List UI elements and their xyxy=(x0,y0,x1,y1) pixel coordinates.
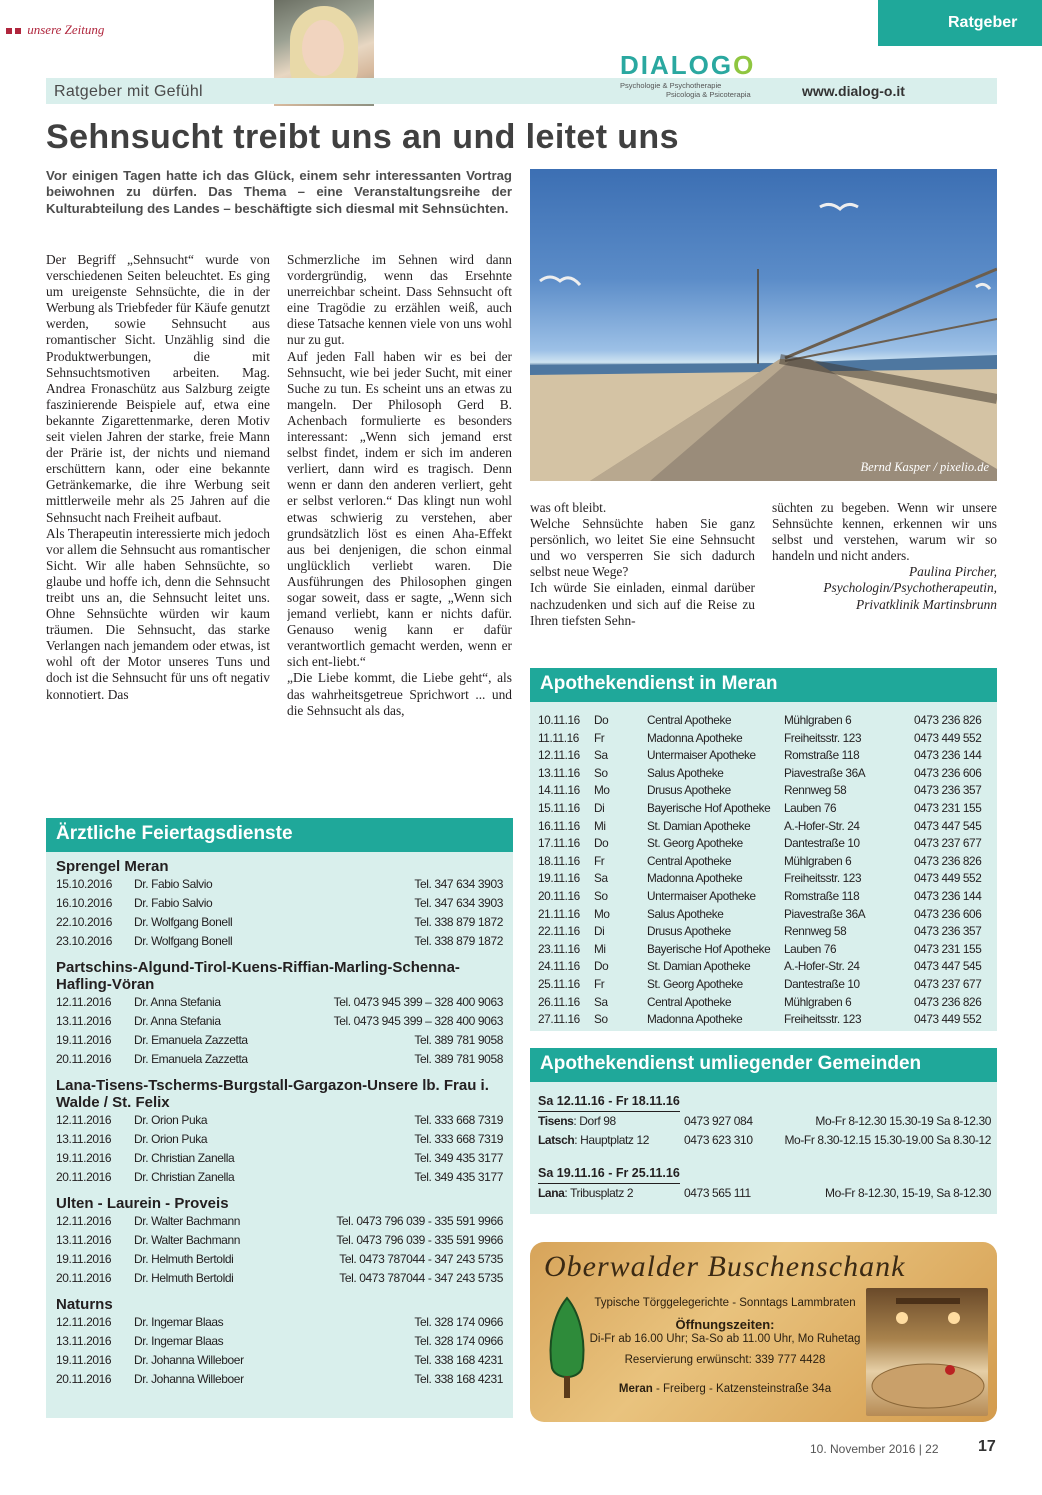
pharmacy-outside-panel xyxy=(530,1048,997,1214)
pharmacy-weekday: Mo xyxy=(594,783,610,798)
pharmacy-outside-rows xyxy=(538,1184,991,1203)
masthead-square-icon xyxy=(6,28,12,34)
body-paragraph: Schmerzliche im Sehnen wird dann vordergründig, wenn das Ersehnte unerreichbar scheint. Dass Sehnsucht oft eine Tragödie zu erzählen weiß, auch diese Tatsache kennen viele von uns wohl nur zu gut. xyxy=(287,252,512,348)
pharmacy-phone: 0473 236 606 xyxy=(914,906,982,921)
logo-subtitle-it: Psicologia & Psicoterapia xyxy=(666,90,751,99)
duty-date: 12.11.2016 xyxy=(56,1113,112,1127)
pharmacy-date: 11.11.16 xyxy=(538,730,579,745)
town-name: Latsch xyxy=(538,1133,575,1147)
body-column-2 xyxy=(287,252,512,796)
doctor-phone: Tel. 338 879 1872 xyxy=(414,934,503,948)
pharmacy-name: Madonna Apotheke xyxy=(647,871,743,886)
doctor-phone: Tel. 338 168 4231 xyxy=(414,1353,503,1367)
doctor-row xyxy=(56,1050,503,1069)
pharmacy-address: A.-Hofer-Str. 24 xyxy=(784,818,860,833)
pharmacy-phone: 0473 236 144 xyxy=(914,888,982,903)
ad-line-menu: Typische Törggelegerichte - Sonntags Lammbraten xyxy=(594,1297,856,1309)
district-title: Ulten - Laurein - Proveis xyxy=(56,1195,229,1212)
opening-hours: Mo-Fr 8-12.30 15.30-19 Sa 8-12.30 xyxy=(815,1114,991,1128)
doctor-row xyxy=(56,1250,503,1269)
pharmacy-row xyxy=(538,782,989,800)
masthead-square-icon xyxy=(15,28,21,34)
opening-hours: Mo-Fr 8.30-12.15 15.30-19.00 Sa 8.30-12 xyxy=(784,1133,991,1147)
district-title: Naturns xyxy=(56,1296,113,1313)
duty-date: 13.11.2016 xyxy=(56,1132,112,1146)
body-column-3 xyxy=(530,500,755,640)
doctor-name: Dr. Walter Bachmann xyxy=(134,1233,240,1247)
doctor-row xyxy=(56,1111,503,1130)
pharmacy-name: St. Georg Apotheke xyxy=(647,976,743,991)
pharmacy-name: Drusus Apotheke xyxy=(647,783,731,798)
street-address: : Tribusplatz 2 xyxy=(564,1186,634,1200)
ad-hours: Di-Fr ab 16.00 Uhr; Sa-So ab 11.00 Uhr, Mo Ruhetag xyxy=(589,1333,861,1345)
doctor-name: Dr. Wolfgang Bonell xyxy=(134,934,233,948)
duty-date: 19.11.2016 xyxy=(56,1151,112,1165)
pharmacy-weekday: Do xyxy=(594,959,609,974)
body-paragraph: Der Begriff „Sehnsucht“ wurde von verschiedenen Seiten beleuchtet. Es ging um ureigenste Sehnsüchte, die in der Werbung als Triebfeder für Käufe genutzt werden, sowie Sehnsucht aus romantischer Sicht. Unzählig sind die Produktwerbungen, die mit Sehnsuchtsmotiven arbeiten. Mag. Andrea Fronaschütz aus Salzburg zeigte faszinierende Beispiele auf, etwa eine bekannte Zigarettenmarke, deren Motiv seit vielen Jahren der starke, freie Mann der Prärie ist, der nichts und niemand erschüttern kann, oder eine bekannte Getränkemarke, die ihre Werbung seit mittlerweile mehr als 25 Jahren auf die Sehnsucht nach Freiheit aufbaut. xyxy=(46,252,270,525)
ad-city: Meran xyxy=(618,1383,653,1395)
duty-date: 23.10.2016 xyxy=(56,934,113,948)
pharmacy-phone: 0473 449 552 xyxy=(914,730,982,745)
doctor-phone: Tel. 349 435 3177 xyxy=(414,1151,503,1165)
duty-date: 20.11.2016 xyxy=(56,1372,112,1386)
page-number: 17 xyxy=(978,1438,996,1455)
pharmacy-address: Freiheitsstr. 123 xyxy=(784,1012,862,1027)
pharmacy-name: Bayerische Hof Apotheke xyxy=(647,800,771,815)
doctor-row xyxy=(56,1269,503,1288)
district-title: Partschins-Algund-Tirol-Kuens-Riffian-Marling-Schenna-Hafling-Vöran xyxy=(56,959,460,993)
pharmacy-address: Lauben 76 xyxy=(784,941,837,956)
duty-date: 16.10.2016 xyxy=(56,896,113,910)
pharmacy-row xyxy=(538,958,989,976)
pharmacy-date: 21.11.16 xyxy=(538,906,580,921)
doctor-row xyxy=(56,1012,503,1031)
pharmacy-weekday: Mi xyxy=(594,818,606,833)
doctor-phone: Tel. 0473 945 399 – 328 400 9063 xyxy=(333,1014,503,1028)
doctor-name: Dr. Orion Puka xyxy=(134,1113,208,1127)
pharmacy-phone: 0473 447 545 xyxy=(914,818,982,833)
pharmacy-weekday: So xyxy=(594,888,608,903)
pharmacy-address: Dantestraße 10 xyxy=(784,976,860,991)
range-label: Sa 19.11.16 - Fr 25.11.16 xyxy=(538,1164,680,1184)
headline: Sehnsucht treibt uns an und leitet uns xyxy=(46,118,679,156)
pharmacy-outside-row xyxy=(538,1131,991,1150)
pharmacy-weekday: Di xyxy=(594,924,605,939)
photo-credit: Bernd Kasper / pixelio.de xyxy=(860,460,989,474)
pharmacy-address: Rennweg 58 xyxy=(784,783,847,798)
signature-clinic: Privatklinik Martinsbrunn xyxy=(856,596,997,612)
body-paragraph: Auf jeden Fall haben wir es bei der Sehnsucht, wie bei jeder Sucht, mit einer Suche zu tun. Es scheint uns an etwas zu mangeln. Der Philosoph Gerd B. Achenbach formulierte es besonders interessant: „Wenn sich jemand erst selbst findet, indem er sich im anderen verliert, dann wird es tragisch. Denn wenn er dann den anderen verliert, geht er selbst verloren.“ Das klingt nun wohl etwas schwierig zu verstehen, aber grundsätzlich löst es einen Aha-Effekt aus bei denjenigen, die schon einmal unglücklich verliebt waren. Die Ausführungen des Philosophen gingen sogar soweit, dass er sagte, „Wenn sich jemand verliebt, kann er nichts dafür. Genauso wenig kann er dafür verantwortlich gemacht werden, wenn er sich ent-liebt.“ xyxy=(287,348,512,670)
pharmacy-name: Bayerische Hof Apotheke xyxy=(647,941,771,956)
doctor-phone: Tel. 347 634 3903 xyxy=(414,896,503,910)
pharmacy-table xyxy=(530,702,997,1029)
pharmacy-row xyxy=(538,906,989,924)
duty-date: 12.11.2016 xyxy=(56,1315,112,1329)
pharmacy-row xyxy=(538,994,989,1012)
body-paragraph: süchten zu begeben. Wenn wir unsere Sehnsüchte kennen, erkennen wir uns selbst und verstehen, warum wir so handeln und nicht anders. xyxy=(772,500,997,564)
doctor-name: Dr. Ingemar Blaas xyxy=(134,1315,224,1329)
pharmacy-phone: 0473 236 144 xyxy=(914,748,982,763)
pharmacy-row xyxy=(538,747,989,765)
pharmacy-address: Piavestraße 36A xyxy=(784,906,866,921)
pharmacy-phone: 0473 447 545 xyxy=(914,959,982,974)
pharmacy-phone: 0473 623 310 xyxy=(684,1133,753,1147)
doctor-phone: Tel. 349 435 3177 xyxy=(414,1170,503,1184)
district-title: Sprengel Meran xyxy=(56,858,169,875)
column-title: Ratgeber mit Gefühl xyxy=(54,83,203,100)
pharmacy-name: Drusus Apotheke xyxy=(647,924,731,939)
pharmacy-weekday: Mi xyxy=(594,941,606,956)
town-name: Tisens xyxy=(538,1114,574,1128)
pharmacy-date: 25.11.16 xyxy=(538,976,580,991)
pharmacy-row xyxy=(538,730,989,748)
pharmacy-outside-row xyxy=(538,1184,991,1203)
body-paragraph: was oft bleibt. xyxy=(530,500,607,515)
pharmacy-date: 16.11.16 xyxy=(538,818,580,833)
pharmacy-date: 13.11.16 xyxy=(538,765,580,780)
pharmacy-phone: 0473 565 111 xyxy=(684,1186,751,1200)
pharmacy-name: Untermaiser Apotheke xyxy=(647,748,756,763)
pharmacy-address: Lauben 76 xyxy=(784,800,837,815)
pharmacy-weekday: Do xyxy=(594,713,609,727)
logo-accent: O xyxy=(733,50,756,80)
doctor-phone: Tel. 328 174 0966 xyxy=(414,1334,503,1348)
pharmacy-phone: 0473 236 826 xyxy=(914,994,982,1009)
pharmacy-date: 18.11.16 xyxy=(538,853,580,868)
doctor-phone: Tel. 333 668 7319 xyxy=(414,1113,503,1127)
pharmacy-date: 22.11.16 xyxy=(538,924,580,939)
doctor-name: Dr. Walter Bachmann xyxy=(134,1214,240,1228)
doctor-row xyxy=(56,1031,503,1050)
doctors-panel xyxy=(46,818,513,1418)
pharmacy-weekday: Sa xyxy=(594,994,608,1009)
doctor-name: Dr. Johanna Willeboer xyxy=(134,1372,244,1386)
doctor-phone: Tel. 347 634 3903 xyxy=(414,877,503,891)
pharmacy-date: 27.11.16 xyxy=(538,1012,580,1027)
pharmacy-row xyxy=(538,818,989,836)
duty-date: 12.11.2016 xyxy=(56,1214,112,1228)
pharmacy-place xyxy=(538,1184,684,1203)
pharmacy-address: Mühlgraben 6 xyxy=(784,994,852,1009)
dialogo-logo xyxy=(620,50,780,99)
doctor-row xyxy=(56,1149,503,1168)
doctors-list xyxy=(46,852,513,1389)
doctor-phone: Tel. 0473 796 039 - 335 591 9966 xyxy=(336,1214,503,1228)
doctor-phone: Tel. 389 781 9058 xyxy=(414,1052,503,1066)
doctors-title: Ärztliche Feiertagsdienste xyxy=(46,818,513,852)
website-link[interactable]: www.dialog-o.it xyxy=(802,83,905,99)
pharmacy-phone: 0473 236 357 xyxy=(914,924,982,939)
doctor-row xyxy=(56,913,503,932)
pharmacy-row xyxy=(538,853,989,871)
doctor-name: Dr. Emanuela Zazzetta xyxy=(134,1052,248,1066)
doctor-name: Dr. Anna Stefania xyxy=(134,1014,221,1028)
pharmacy-phone: 0473 237 677 xyxy=(914,976,982,991)
pharmacy-phone: 0473 449 552 xyxy=(914,1012,982,1027)
pharmacy-outside-row xyxy=(538,1112,991,1131)
doctor-name: Dr. Anna Stefania xyxy=(134,995,221,1009)
logo-subtitle-de: Psychologie & Psychotherapie xyxy=(620,81,722,90)
duty-date: 22.10.2016 xyxy=(56,915,113,929)
ad-photo xyxy=(866,1288,988,1416)
logo-word: DIALOGO xyxy=(620,50,756,80)
pharmacy-date: 14.11.16 xyxy=(538,783,580,798)
doctor-phone: Tel. 333 668 7319 xyxy=(414,1132,503,1146)
pharmacy-row xyxy=(538,870,989,888)
pharmacy-date: 15.11.16 xyxy=(538,800,580,815)
pharmacy-address: Rennweg 58 xyxy=(784,924,847,939)
masthead xyxy=(6,22,104,38)
doctor-phone: Tel. 0473 787044 - 347 243 5735 xyxy=(339,1271,503,1285)
pharmacy-weekday: Fr xyxy=(594,853,605,868)
duty-date: 13.11.2016 xyxy=(56,1334,112,1348)
pharmacy-address: Mühlgraben 6 xyxy=(784,713,852,727)
pier-illustration xyxy=(530,169,997,481)
pharmacy-address: Mühlgraben 6 xyxy=(784,853,852,868)
pharmacy-name: Madonna Apotheke xyxy=(647,1012,743,1027)
lead-paragraph: Vor einigen Tagen hatte ich das Glück, einem sehr interessanten Vortrag beiwohnen zu dürfen. Das Thema – eine Veranstaltungsreihe der Kulturabteilung des Landes – beschäftigte sich diesmal mit Sehnsüchten. xyxy=(46,168,512,216)
duty-date: 20.11.2016 xyxy=(56,1052,112,1066)
pharmacy-address: Freiheitsstr. 123 xyxy=(784,730,862,745)
section-tab: Ratgeber xyxy=(878,0,1042,46)
ad-interior-illustration xyxy=(866,1288,988,1416)
pharmacy-name: St. Damian Apotheke xyxy=(647,959,751,974)
ad-reservation: Reservierung erwünscht: 339 777 4428 xyxy=(624,1354,826,1366)
pharmacy-weekday: Fr xyxy=(594,730,605,745)
pharmacy-name: St. Damian Apotheke xyxy=(647,818,751,833)
pharmacy-phone: 0473 236 826 xyxy=(914,713,982,727)
duty-date: 13.11.2016 xyxy=(56,1233,112,1247)
pharmacy-row xyxy=(538,765,989,783)
doctor-phone: Tel. 0473 945 399 – 328 400 9063 xyxy=(333,995,503,1009)
duty-date: 19.11.2016 xyxy=(56,1252,112,1266)
signature-name: Paulina Pircher, xyxy=(908,564,997,580)
pharmacy-row xyxy=(538,941,989,959)
pharmacy-name: Central Apotheke xyxy=(647,853,732,868)
pharmacy-date: 19.11.16 xyxy=(538,871,580,886)
doctor-phone: Tel. 338 168 4231 xyxy=(414,1372,503,1386)
buschenschank-ad xyxy=(530,1242,997,1422)
duty-date: 19.11.2016 xyxy=(56,1033,112,1047)
pharmacy-phone: 0473 237 677 xyxy=(914,836,982,851)
pharmacy-name: Untermaiser Apotheke xyxy=(647,888,756,903)
duty-date: 19.11.2016 xyxy=(56,1353,112,1367)
town-name: Lana xyxy=(538,1186,565,1200)
doctor-row xyxy=(56,1168,503,1187)
pharmacy-row xyxy=(538,976,989,994)
pharmacy-place xyxy=(538,1112,684,1131)
ad-title: Oberwalder Buschenschank xyxy=(544,1250,906,1283)
pharmacy-weekday: Sa xyxy=(594,748,608,763)
pharmacy-row xyxy=(538,888,989,906)
pharmacy-row xyxy=(538,923,989,941)
pharmacy-date: 26.11.16 xyxy=(538,994,580,1009)
pharmacy-name: Salus Apotheke xyxy=(647,906,724,921)
pharmacy-row xyxy=(538,1011,989,1029)
doctor-name: Dr. Ingemar Blaas xyxy=(134,1334,224,1348)
doctor-name: Dr. Johanna Willeboer xyxy=(134,1353,244,1367)
doctor-phone: Tel. 0473 796 039 - 335 591 9966 xyxy=(336,1233,503,1247)
body-paragraph: „Die Liebe kommt, die Liebe geht“, als das wahrheitsgetreue Sprichwort ... und die Sehnsucht als das, xyxy=(287,670,512,718)
pharmacy-date: 23.11.16 xyxy=(538,941,580,956)
doctor-row xyxy=(56,894,503,913)
doctor-row xyxy=(56,1313,503,1332)
pharmacy-row xyxy=(538,835,989,853)
duty-date: 20.11.2016 xyxy=(56,1170,112,1184)
pharmacy-address: Romstraße 118 xyxy=(784,748,860,763)
doctor-name: Dr. Wolfgang Bonell xyxy=(134,915,233,929)
pharmacy-address: Piavestraße 36A xyxy=(784,765,866,780)
pharmacy-outside-rows xyxy=(538,1112,991,1150)
range-label: Sa 12.11.16 - Fr 18.11.16 xyxy=(538,1092,680,1112)
body-paragraph: Welche Sehnsüchte haben Sie ganz persönlich, wo leitet Sie eine Sehnsucht und wo versperren Sie sich dadurch selbst neue Wege? xyxy=(530,516,755,580)
body-column-4 xyxy=(772,500,997,640)
pharmacy-address: A.-Hofer-Str. 24 xyxy=(784,959,860,974)
doctor-name: Dr. Helmuth Bertoldi xyxy=(134,1271,234,1285)
ad-address: - Freiberg - Katzensteinstraße 34a xyxy=(652,1383,832,1395)
pharmacy-panel xyxy=(530,668,997,1031)
pharmacy-date: 20.11.16 xyxy=(538,888,580,903)
doctor-name: Dr. Helmuth Bertoldi xyxy=(134,1252,234,1266)
duty-date: 12.11.2016 xyxy=(56,995,112,1009)
opening-hours: Mo-Fr 8-12.30, 15-19, Sa 8-12.30 xyxy=(825,1186,991,1200)
doctor-row xyxy=(56,1351,503,1370)
street-address: : Dorf 98 xyxy=(573,1114,616,1128)
doctor-name: Dr. Emanuela Zazzetta xyxy=(134,1033,248,1047)
footer-date: 10. November 2016 | 22 xyxy=(810,1442,939,1456)
doctor-phone: Tel. 328 174 0966 xyxy=(414,1315,503,1329)
pier-photo xyxy=(530,169,997,481)
pharmacy-date: 24.11.16 xyxy=(538,959,580,974)
pharmacy-address: Romstraße 118 xyxy=(784,888,860,903)
doctor-row xyxy=(56,932,503,951)
pharmacy-phone: 0473 231 155 xyxy=(914,800,982,815)
pharmacy-phone: 0473 231 155 xyxy=(914,941,982,956)
pharmacy-place xyxy=(538,1131,684,1150)
pharmacy-weekday: So xyxy=(594,765,608,780)
ad-text xyxy=(584,1296,866,1397)
pharmacy-name: Madonna Apotheke xyxy=(647,730,743,745)
pharmacy-row xyxy=(538,800,989,818)
pharmacy-address: Dantestraße 10 xyxy=(784,836,860,851)
doctor-name: Dr. Christian Zanella xyxy=(134,1151,235,1165)
doctor-name: Dr. Christian Zanella xyxy=(134,1170,235,1184)
pharmacy-date: 12.11.16 xyxy=(538,748,580,763)
pharmacy-title: Apothekendienst in Meran xyxy=(530,668,997,702)
pharmacy-phone: 0473 449 552 xyxy=(914,871,982,886)
duty-date: 20.11.2016 xyxy=(56,1271,112,1285)
pharmacy-phone: 0473 927 084 xyxy=(684,1114,753,1128)
doctor-phone: Tel. 0473 787044 - 347 243 5735 xyxy=(339,1252,503,1266)
pharmacy-weekday: Do xyxy=(594,836,609,851)
doctor-row xyxy=(56,1231,503,1250)
masthead-text: unsere Zeitung xyxy=(27,22,105,37)
doctor-row xyxy=(56,1370,503,1389)
ad-hours-title: Öffnungszeiten: xyxy=(675,1317,775,1332)
pharmacy-date: 17.11.16 xyxy=(538,836,580,851)
doctor-phone: Tel. 338 879 1872 xyxy=(414,915,503,929)
pharmacy-row xyxy=(538,712,989,730)
pharmacy-weekday: Fr xyxy=(594,976,605,991)
pharmacy-name: Central Apotheke xyxy=(647,994,732,1009)
body-paragraph: Ich würde Sie einladen, einmal darüber nachzudenken und sich auf die Reise zu Ihren tiefsten Sehn- xyxy=(530,580,755,628)
doctor-name: Dr. Orion Puka xyxy=(134,1132,208,1146)
doctor-name: Dr. Fabio Salvio xyxy=(134,877,213,891)
doctor-row xyxy=(56,1332,503,1351)
pharmacy-weekday: Sa xyxy=(594,871,608,886)
body-paragraph: Als Therapeutin interessierte mich jedoch vor allem die Sehnsucht aus romantischer Sicht. Wir alle haben Sehnsüchte, so glaube und hoffe ich, denn die Sehnsucht treibt uns an, die Sehnsucht leitet uns. Ohne Sehnsüchte würden wir kaum träumen. Die Sehnsucht, das starke Verlangen nach jemandem oder etwas, ist wohl oft der Motor unseres Tuns und doch ist die Sehnsucht für uns oft negativ konnotiert. Das xyxy=(46,525,270,702)
pharmacy-name: Central Apotheke xyxy=(647,713,732,727)
duty-date: 13.11.2016 xyxy=(56,1014,112,1028)
pharmacy-date: 10.11.16 xyxy=(538,713,580,727)
district-title: Lana-Tisens-Tscherms-Burgstall-Gargazon-Unsere lb. Frau i. Walde / St. Felix xyxy=(56,1077,489,1111)
doctor-row xyxy=(56,993,503,1012)
duty-date: 15.10.2016 xyxy=(56,877,113,891)
pharmacy-weekday: So xyxy=(594,1012,608,1027)
doctor-row xyxy=(56,1130,503,1149)
pharmacy-weekday: Di xyxy=(594,800,605,815)
doctor-row xyxy=(56,875,503,894)
pharmacy-outside-title: Apothekendienst umliegender Gemeinden xyxy=(530,1048,997,1082)
street-address: : Hauptplatz 12 xyxy=(574,1133,650,1147)
pharmacy-weekday: Mo xyxy=(594,906,610,921)
signature-title: Psychologin/Psychotherapeutin, xyxy=(823,580,997,596)
doctor-phone: Tel. 389 781 9058 xyxy=(414,1033,503,1047)
doctor-name: Dr. Fabio Salvio xyxy=(134,896,213,910)
pharmacy-name: Salus Apotheke xyxy=(647,765,724,780)
body-column-1 xyxy=(46,252,270,796)
pharmacy-phone: 0473 236 606 xyxy=(914,765,982,780)
doctor-row xyxy=(56,1212,503,1231)
pharmacy-address: Freiheitsstr. 123 xyxy=(784,871,862,886)
pharmacy-phone: 0473 236 826 xyxy=(914,853,982,868)
pharmacy-name: St. Georg Apotheke xyxy=(647,836,743,851)
pharmacy-phone: 0473 236 357 xyxy=(914,783,982,798)
